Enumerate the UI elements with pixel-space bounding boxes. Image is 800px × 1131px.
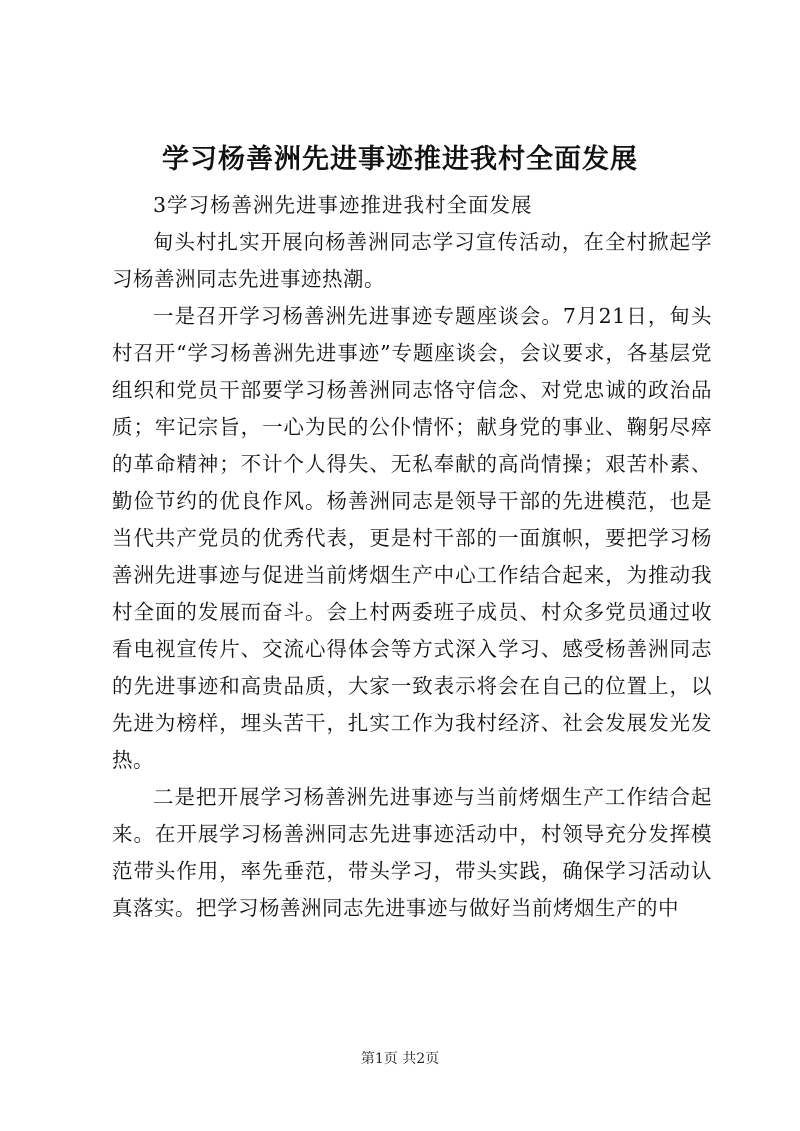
section-one-paragraph: 一是召开学习杨善洲先进事迹专题座谈会。7月21日，甸头村召开“学习杨善洲先进事迹”专题座谈会，会议要求，各基层党组织和党员干部要学习杨善洲同志恪守信念、对党忠诚的政治品质；牢记宗旨，一心为民的公仆情怀；献身党的事业、鞠躬尽瘁的革命精神；不计个人得失、无私奉献的高尚情操；艰苦朴素、勤俭节约的优良作风。杨善洲同志是领导干部的先进模范，也是当代共产党员的优秀代表，更是村干部的一面旗帜，要把学习杨善洲先进事迹与促进当前烤烟生产中心工作结合起来，为推动我村全面的发展而奋斗。会上村两委班子成员、村众多党员通过收看电视宣传片、交流心得体会等方式深入学习、感受杨善洲同志的先进事迹和高贵品质，大家一致表示将会在自己的位置上，以先进为榜样，埋头苦干，扎实工作为我村经济、社会发展发光发热。 (112, 304, 712, 772)
document-title: 学习杨善洲先进事迹推进我村全面发展 (162, 144, 638, 175)
page-footer: 第1页 共2页 (360, 1051, 440, 1067)
section-two-paragraph: 二是把开展学习杨善洲先进事迹与当前烤烟生产工作结合起来。在开展学习杨善洲同志先进事迹活动中，村领导充分发挥模范带头作用，率先垂范，带头学习，带头实践，确保学习活动认真落实。把学习杨善洲同志先进事迹与做好当前烤烟生产的中 (112, 785, 712, 920)
document-body (112, 187, 712, 927)
intro-paragraph: 甸头村扎实开展向杨善洲同志学习宣传活动，在全村掀起学习杨善洲同志先进事迹热潮。 (112, 230, 712, 291)
subtitle-paragraph: 3学习杨善洲先进事迹推进我村全面发展 (153, 193, 533, 217)
